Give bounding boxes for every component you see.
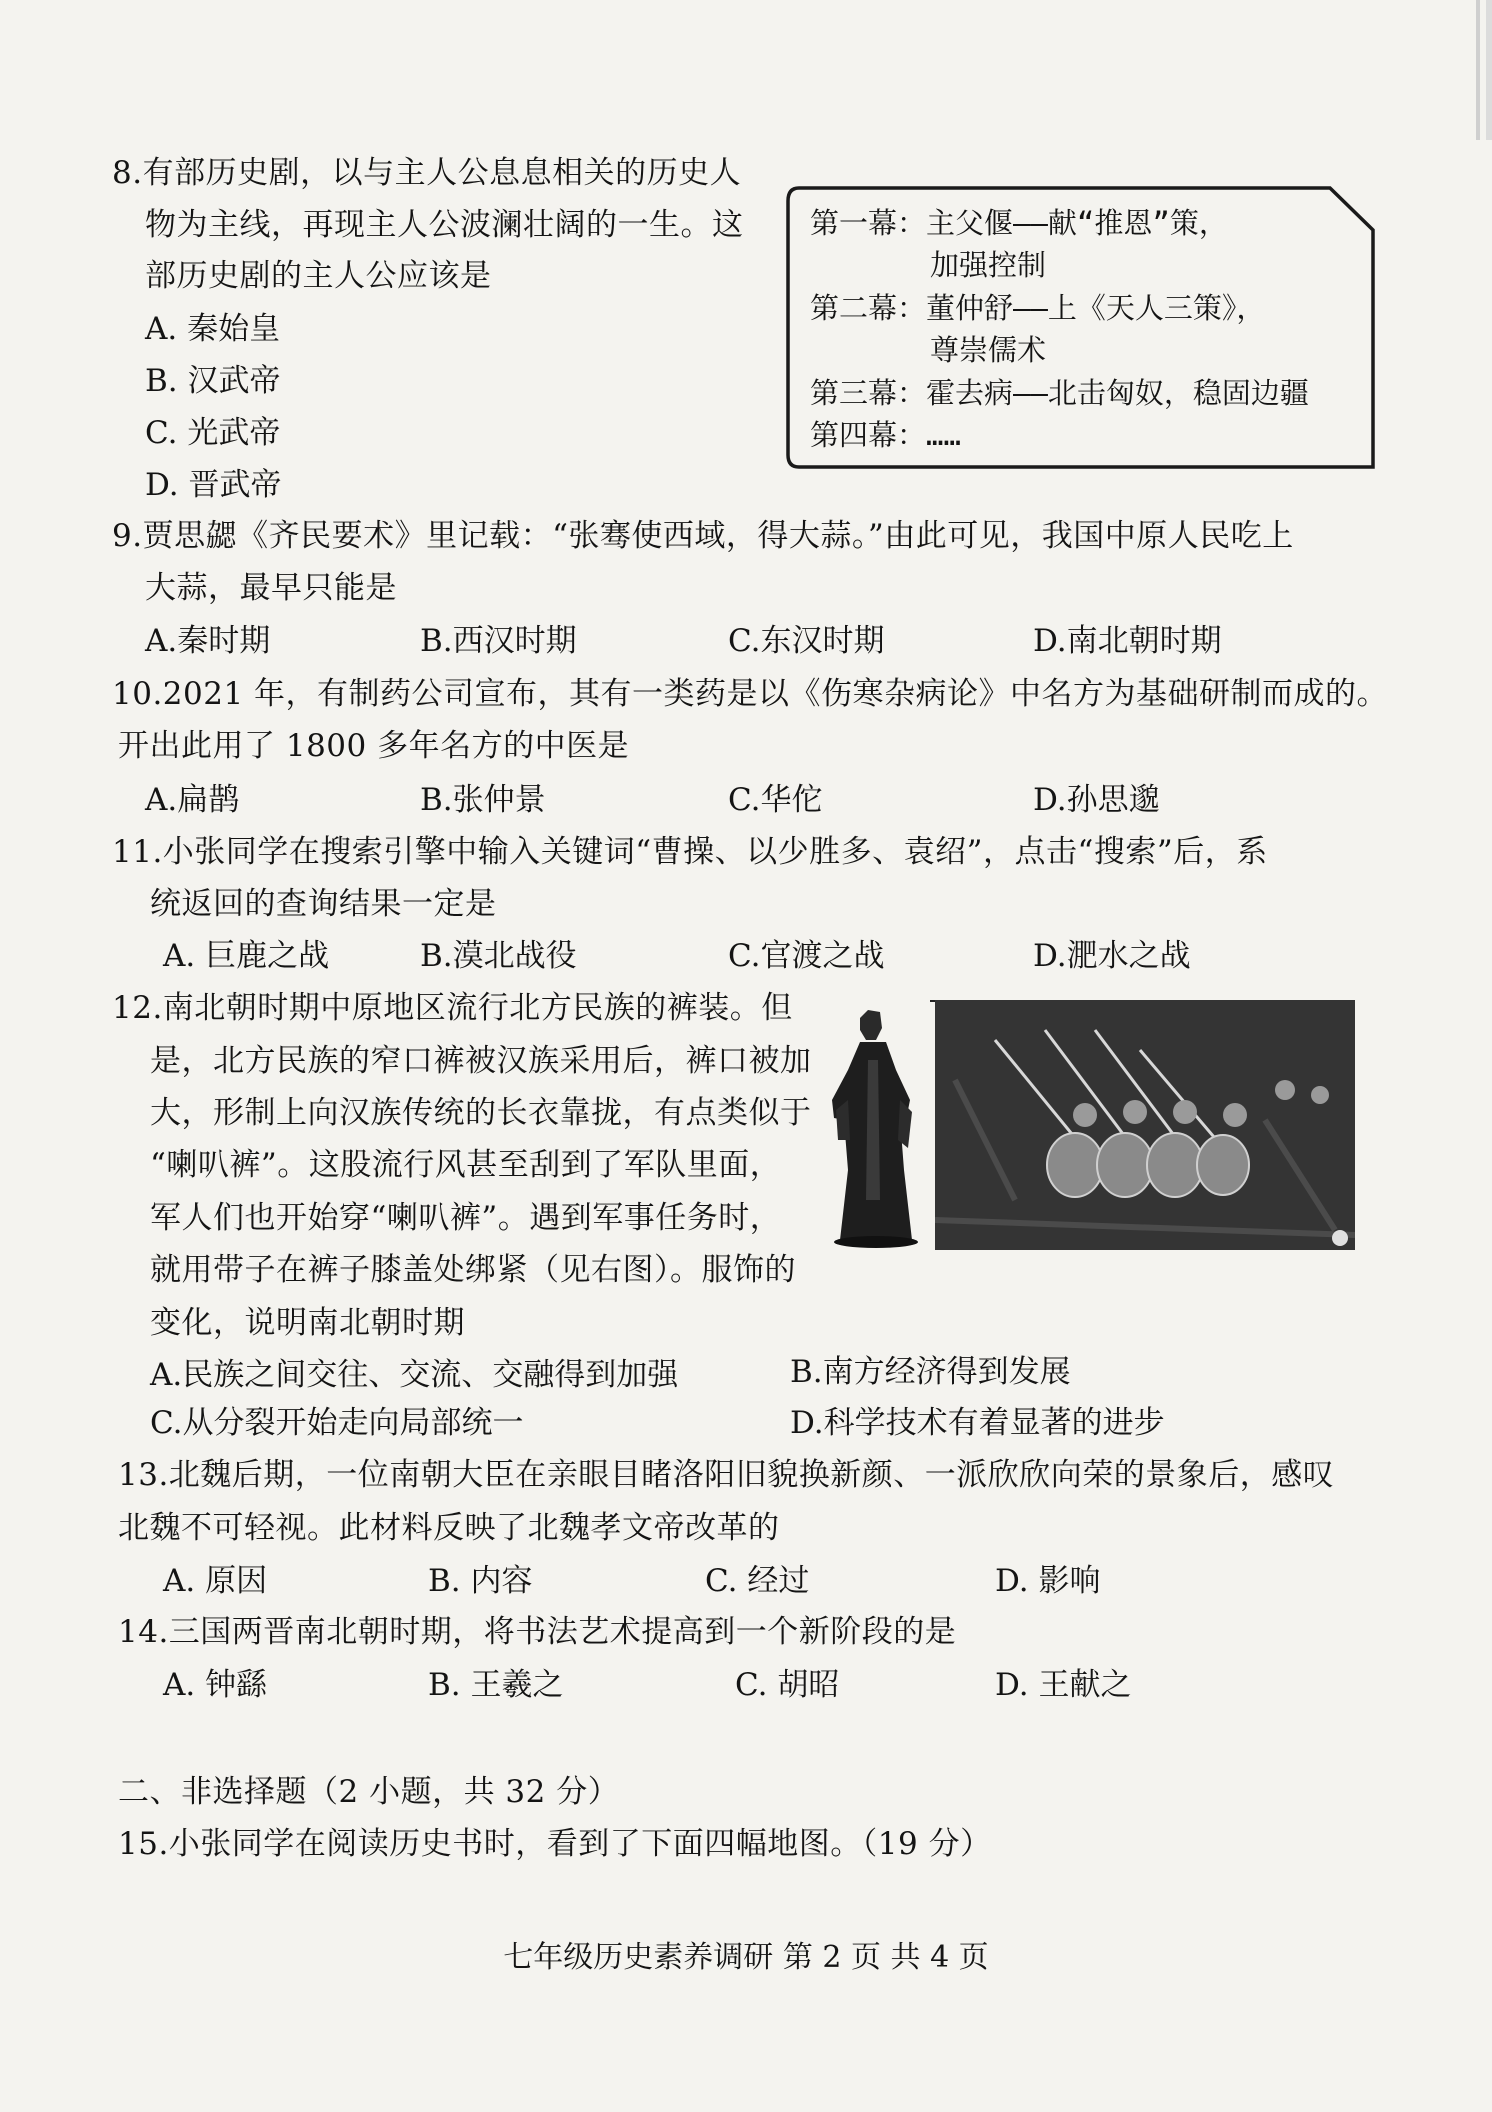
q14-option-b: B. 王羲之 [428,1667,564,1703]
q10-option-b: B.张仲景 [420,782,546,818]
act-1-line: 第一幕：主父偃——献“推恩”策， [810,206,1228,240]
q12-stem-line-6: 就用带子在裤子膝盖处绑紧（见右图）。服饰的 [150,1252,796,1288]
q11-option-a: A. 巨鹿之战 [163,938,330,974]
q11-option-b: B.漠北战役 [420,938,577,974]
q9-option-a: A.秦时期 [145,623,271,659]
q12-stem-line-7: 变化，说明南北朝时期 [150,1305,465,1341]
q13-option-d: D. 影响 [995,1563,1101,1599]
standing-figure-image [820,1000,930,1250]
q8-option-a: A. 秦始皇 [145,311,281,347]
act-2-line: 第二幕：董仲舒——上《天人三策》， [810,291,1266,325]
q13-option-c: C. 经过 [705,1563,810,1599]
q10-option-a: A.扁鹊 [145,782,240,818]
q8-option-c: C. 光武帝 [145,415,281,451]
q14-option-d: D. 王献之 [995,1667,1132,1703]
q12-option-c: C.从分裂开始走向局部统一 [150,1405,524,1441]
q11-stem-line-2: 统返回的查询结果一定是 [150,886,497,922]
q13-stem-line-1: 13.北魏后期，一位南朝大臣在亲眼目睹洛阳旧貌换新颜、一派欣欣向荣的景象后，感叹 [118,1457,1335,1493]
q9-option-c: C.东汉时期 [728,623,885,659]
q14-option-a: A. 钟繇 [163,1667,268,1703]
q8-option-b: B. 汉武帝 [145,363,281,399]
q13-option-b: B. 内容 [428,1563,533,1599]
scan-edge-mark [1462,0,1492,140]
act-3-line: 第三幕：霍去病——北击匈奴，稳固边疆 [810,376,1309,410]
act-2-line-2: 尊崇儒术 [930,333,1047,367]
q10-stem-line-2: 开出此用了 1800 多年名方的中医是 [118,728,630,764]
page-footer: 七年级历史素养调研 第 2 页 共 4 页 [503,1940,989,1975]
q10-option-d: D.孙思邈 [1033,782,1160,818]
q9-stem-line-1: 9.贾思勰《齐民要术》里记载：“张骞使西域，得大蒜。”由此可见，我国中原人民吃上 [112,518,1294,554]
q10-option-c: C.华佗 [728,782,823,818]
q10-stem-line-1: 10.2021 年，有制药公司宣布，其有一类药是以《伤寒杂病论》中名方为基础研制而成的。 [112,676,1389,712]
soldiers-relief-image [935,1000,1355,1250]
q14-stem-line-1: 14.三国两晋南北朝时期，将书法艺术提高到一个新阶段的是 [118,1614,957,1650]
q12-stem-line-5: 军人们也开始穿“喇叭裤”。遇到军事任务时， [150,1200,782,1236]
q14-option-c: C. 胡昭 [735,1667,840,1703]
q12-stem-line-4: “喇叭裤”。这股流行风甚至刮到了军队里面， [150,1147,782,1183]
q8-stem-line-2: 物为主线，再现主人公波澜壮阔的一生。这 [145,207,744,243]
act-1-line-2: 加强控制 [930,248,1047,282]
q12-option-d: D.科学技术有着显著的进步 [790,1405,1165,1441]
q8-script-box [785,185,1375,475]
q12-option-a: A.民族之间交往、交流、交融得到加强 [150,1357,679,1393]
q12-option-b: B.南方经济得到发展 [790,1354,1071,1390]
q8-stem-line-3: 部历史剧的主人公应该是 [145,258,492,294]
q9-option-b: B.西汉时期 [420,623,577,659]
act-4-line: 第四幕：…… [810,418,961,452]
q13-option-a: A. 原因 [163,1563,268,1599]
q12-stem-line-2: 是，北方民族的窄口裤被汉族采用后，裤口被加 [150,1043,812,1079]
q13-stem-line-2: 北魏不可轻视。此材料反映了北魏孝文帝改革的 [118,1510,780,1546]
q11-option-d: D.淝水之战 [1033,938,1191,974]
question-15-stem: 15.小张同学在阅读历史书时，看到了下面四幅地图。（19 分） [118,1826,992,1862]
q12-stem-line-3: 大，形制上向汉族传统的长衣靠拢，有点类似于 [150,1095,812,1131]
q11-option-c: C.官渡之战 [728,938,885,974]
q9-option-d: D.南北朝时期 [1033,623,1222,659]
q9-stem-line-2: 大蒜，最早只能是 [145,570,397,606]
q8-option-d: D. 晋武帝 [145,467,282,503]
q11-stem-line-1: 11.小张同学在搜索引擎中输入关键词“曹操、以少胜多、袁绍”，点击“搜索”后，系 [112,834,1268,870]
q12-stem-line-1: 12.南北朝时期中原地区流行北方民族的裤装。但 [112,990,793,1026]
section-2-title: 二、非选择题（2 小题，共 32 分） [118,1774,620,1810]
q8-stem-line-1: 8.有部历史剧，以与主人公息息相关的历史人 [112,155,742,191]
